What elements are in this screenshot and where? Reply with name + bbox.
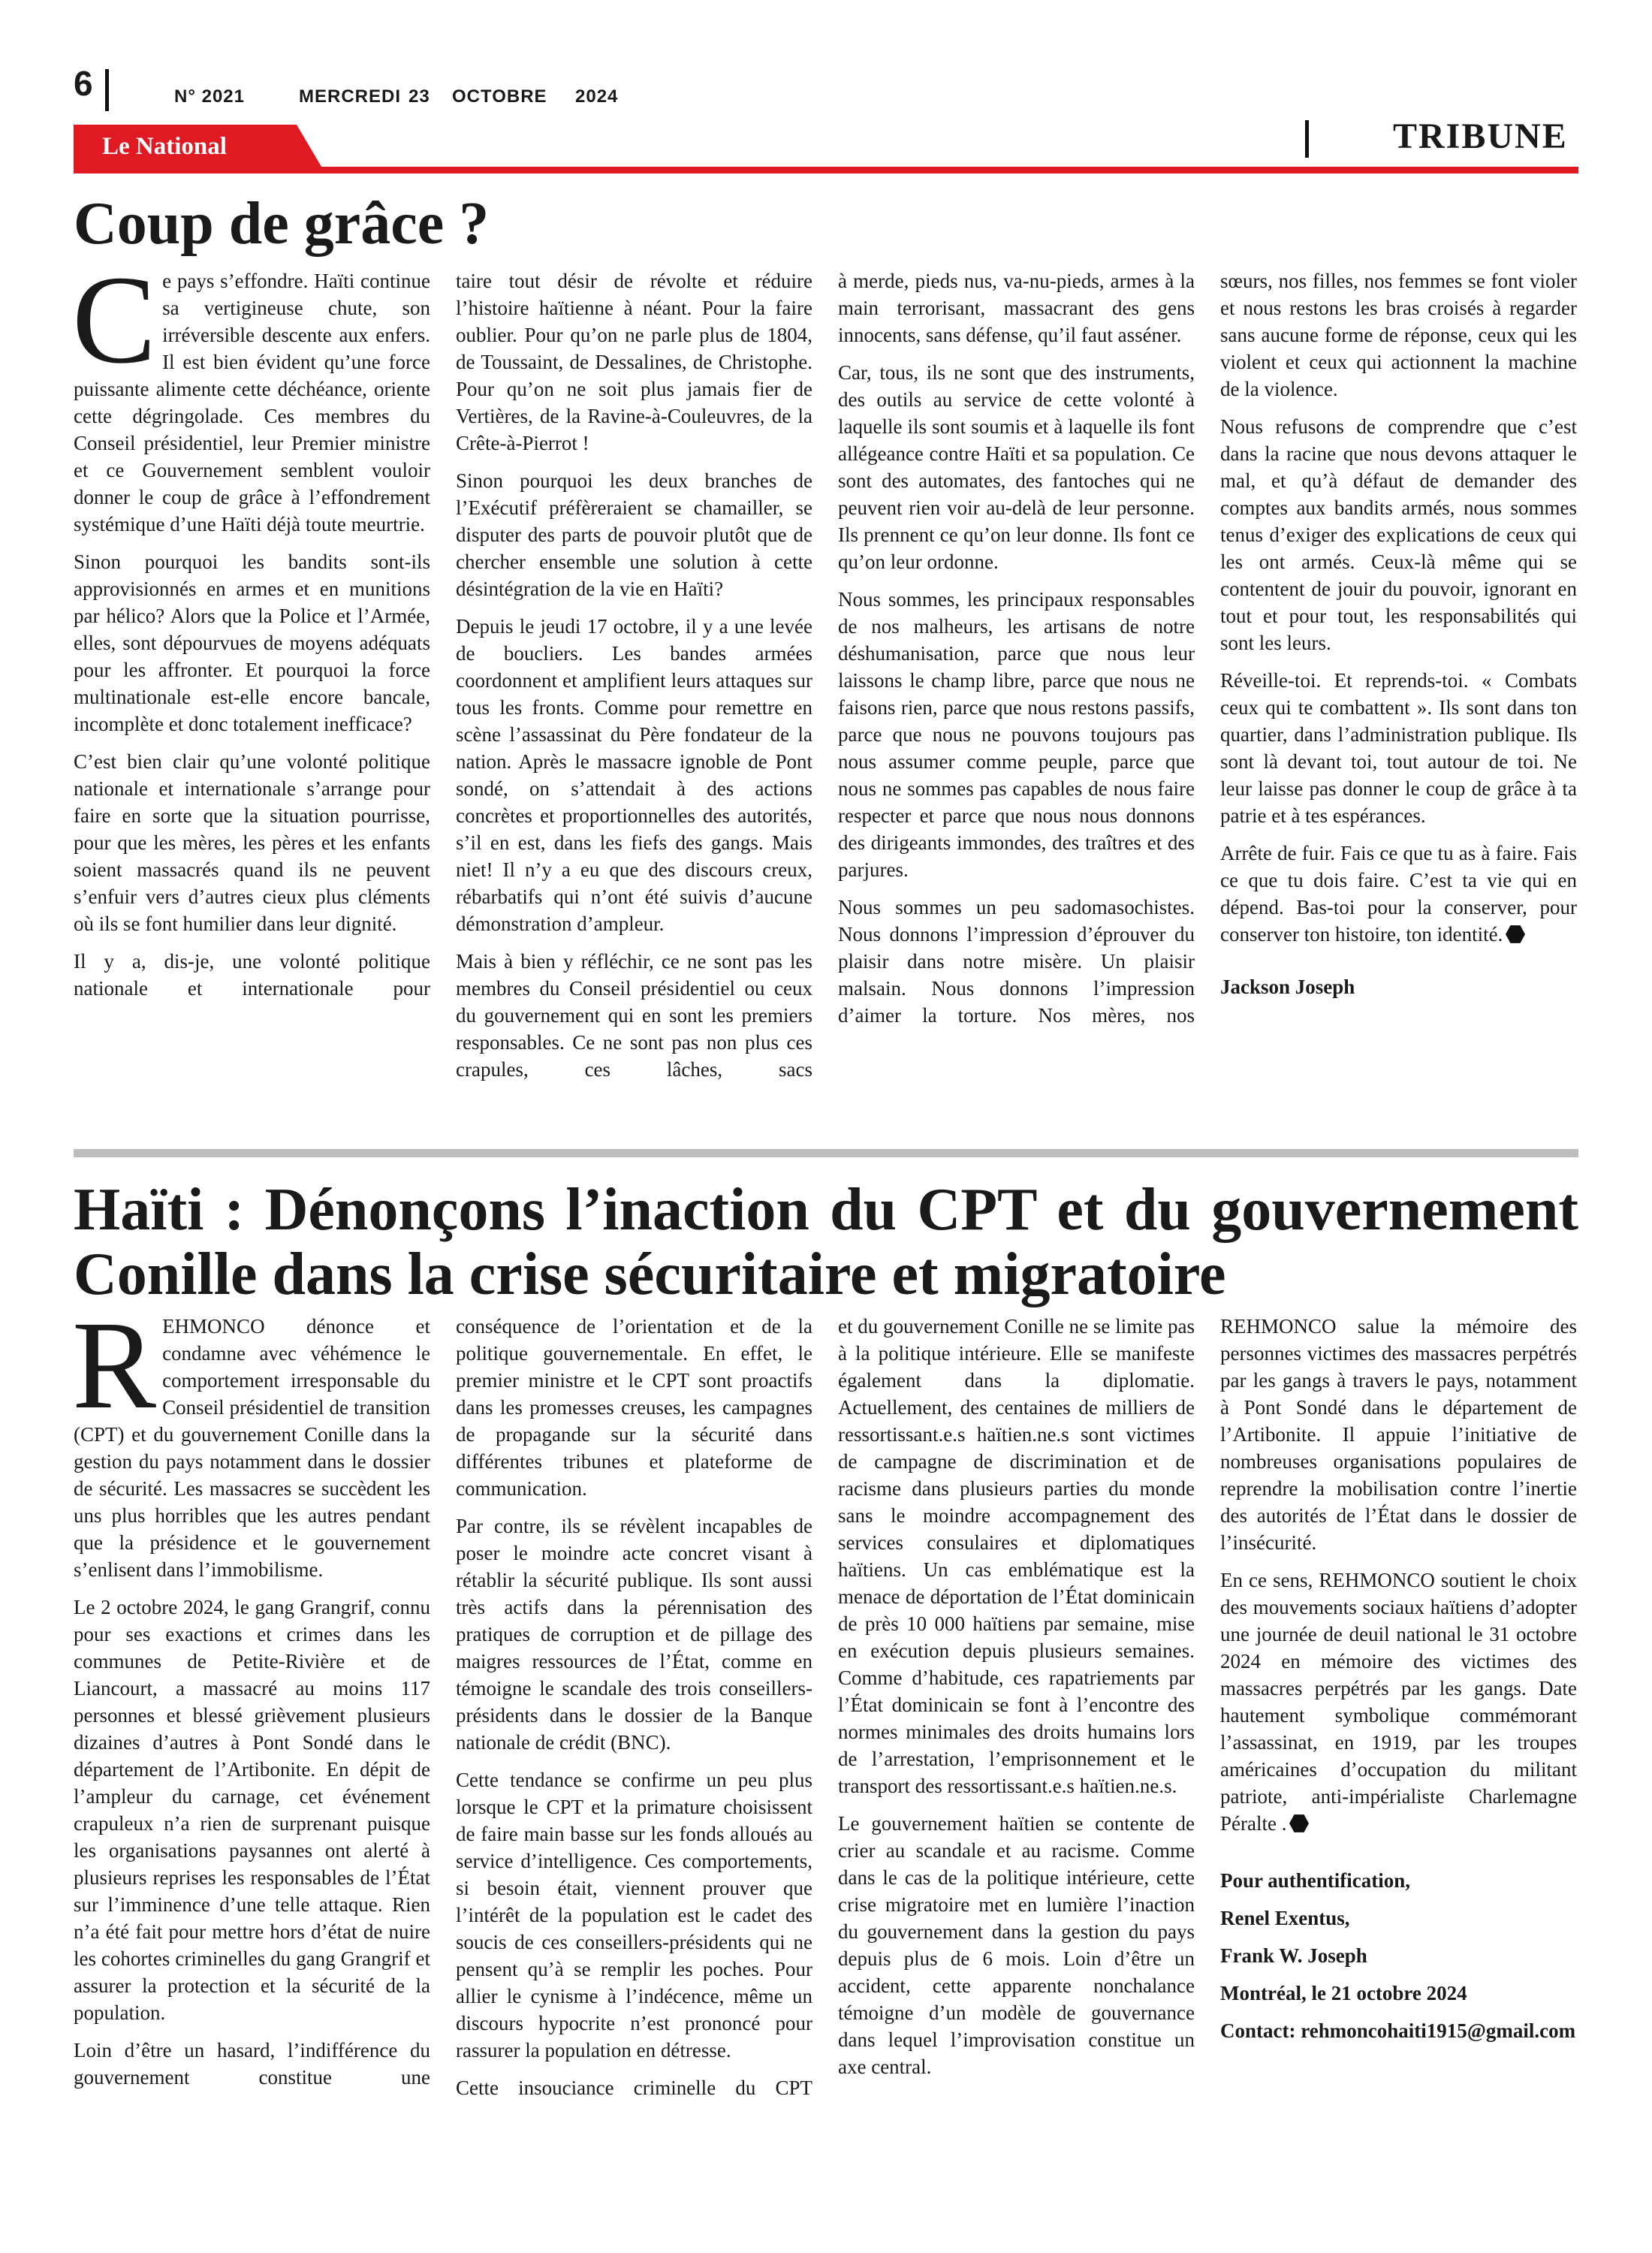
article1-paragraph: Nous sommes un peu sadomasochistes. Nous donnons l’impression d’éprouver du plaisir dans notre misère. Un plaisir malsain. Nous donnons l’impression d’aimer la torture. Nos mères, nos — [838, 896, 1195, 1027]
article1-paragraph: Sinon pourquoi les bandits sont-ils approvisionnés en armes et en munitions par hélico? Alors que la Police et l’Armée, elles, sont dépourvues de moyens adéquats pour les affronter. Et pourquoi la force multinationale est-elle encore bancale, incomplète et donc totalement inefficace? — [74, 550, 430, 735]
article2-column-4 — [1220, 1313, 1577, 2055]
article1-paragraph: C’est bien clair qu’une volonté politique nationale et internationale s’arrange pour faire en sorte que la situation pourrisse, pour que les mères, les pères et les enfants soient massacrés quand ils ne peuvent s’enfuir vers d’autres cieux plus cléments où ils se font humilier dans leur dignité. — [74, 750, 430, 935]
article1-column-1 — [72, 250, 430, 1012]
page-number-divider — [105, 69, 109, 111]
article2-paragraph: REHMONCO salue la mémoire des personnes victimes des massacres perpétrés par les gangs à travers le pays, notamment à Pont Sondé dans le département de l’Artibonite. Il appuie l’initiative de nombreuses organisations populaires de reprendre la mobilisation contre l’inertie des autorités de l’État dans le dossier de l’insécurité. — [1220, 1315, 1577, 1554]
issue-number: N° 2021 — [174, 86, 245, 107]
article2-column-2 — [456, 1313, 812, 2112]
article2-paragraph: Loin d’être un hasard, l’indifférence du gouvernement constitue une — [74, 2039, 430, 2089]
auth-line: Pour authentification, — [1220, 1869, 1411, 1892]
article1-paragraph: taire tout désir de révolte et réduire l’histoire haïtienne à néant. Pour la faire oublier. Pour qu’on ne parle plus de 1804, de Toussaint, de Dessalines, de Christophe. Pour qu’on ne soit plus jamais fier de Vertières, de la Ravine-à-Couleuvres, de la Crête-à-Pierrot ! — [456, 270, 812, 454]
article1-paragraph: Nous refusons de comprendre que c’est dans la racine que nous devons attaquer le mal, et qu’à défaut de demander des comptes aux bandits armés, nous sommes tenus d’exiger des explications de ceux qui les ont armés. Ceux-là même qui se contentent de jouir du pouvoir, ignorant en tout et pour tout, les responsabilités qui sont les leurs. — [1220, 415, 1577, 654]
section-label: TRIBUNE — [1393, 116, 1568, 156]
date-weekday: MERCREDI — [299, 86, 402, 107]
article2-paragraph: Le 2 octobre 2024, le gang Grangrif, connu pour ses exactions et crimes dans les communes de Petite-Rivière et de Liancourt, a massacré au moins 117 personnes et blessé grièvement plusieurs dizaines d’autres à Pont Sondé dans le département de l’Artibonite. En dépit de l’ampleur du carnage, cet événement crapuleux n’a rien de surprenant puisque les organisations paysannes ont alerté à plusieurs reprises les responsables de l’État sur l’imminence d’une telle attaque. Rien n’a été fait pour mettre hors d’état de nuire les cohortes criminelles du gang Grangrif et assurer la protection et la sécurité de la population. — [74, 1596, 430, 2024]
article2-title: Haïti : Dénonçons l’inaction du CPT et du gouvernement Conille dans la crise sécuritaire et migratoire — [74, 1177, 1578, 1307]
article1-drop-cap: C — [72, 250, 157, 390]
publication-name: Le National — [102, 133, 227, 160]
article2-paragraph: Cette insouciance criminelle du CPT — [456, 2077, 812, 2099]
article2-paragraph: conséquence de l’orientation et de la politique gouvernementale. En effet, le premier ministre et le CPT sont proactifs dans les promesses creuses, les campagnes de propagande sur la sécurité dans différentes tribunes et plateforme de communication. — [456, 1315, 812, 1500]
article1-paragraph: Mais à bien y réfléchir, ce ne sont pas les membres du Conseil présidentiel ou ceux du gouvernement qui en sont les premiers responsables. Ce ne sont pas non plus ces crapules, ces lâches, sacs — [456, 950, 812, 1081]
page-number: 6 — [74, 64, 93, 103]
article1-paragraph: Réveille-toi. Et reprends-toi. « Combats ceux qui te combattent ». Ils sont dans ton quartier, dans l’administration publique. Ils sont là devant toi, tout autour de toi. Ne leur laisse pas donner le coup de grâce à ta patrie et à tes espérances. — [1220, 669, 1577, 827]
article2-paragraph: Cette tendance se confirme un peu plus lorsque le CPT et la primature choisissent de faire main basse sur les fonds alloués au service d’intelligence. Ces comportements, si besoin était, viennent prouver que l’intérêt de la population est le cadet des soucis de ces conseillers-présidents qui ne pensent qu’à se remplir les poches. Pour allier le cynisme à l’indécence, même un discours hypocrite n’est prononcé pour rassurer la population en détresse. — [456, 1769, 812, 2061]
article1-paragraph: Il y a, dis-je, une volonté politique nationale et internationale pour — [74, 950, 430, 1000]
auth-line: Frank W. Joseph — [1220, 1944, 1367, 1967]
date-month: OCTOBRE — [452, 86, 547, 107]
article1-column-3 — [838, 267, 1195, 1039]
article1-paragraph: Ce pays s’effondre. Haïti continue sa vertigineuse chute, son irréversible descente aux enfers. Il est bien évident qu’une force puissante alimente cette déchéance, oriente cette dégringolade. Ces membres du Conseil présidentiel, leur Premier ministre et ce Gouvernement semblent vouloir donner le coup de grâce à l’effondrement systémique d’une Haïti déjà toute meurtrie. — [72, 250, 430, 535]
authentication-block — [1220, 1867, 1577, 2044]
article2-paragraph: En ce sens, REHMONCO soutient le choix des mouvements sociaux haïtiens d’adopter une journée de deuil national le 31 octobre 2024 en mémoire des victimes des massacres perpétrés par les gangs. Date hautement symbolique commémorant l’assassinat, en 1919, par les troupes américaines d’occupation du militant patriote, anti-impérialiste Charlemagne Péralte . — [1220, 1569, 1577, 1835]
article2-paragraph: REHMONCO dénonce et condamne avec véhémence le comportement irresponsable du Conseil présidentiel de transition (CPT) et du gouvernement Conille dans la gestion du pays notamment dans le dossier de sécurité. Les massacres se succèdent les uns plus horribles que les autres pendant que la présidence et le gouvernement s’enlisent dans l’immobilisme. — [72, 1295, 430, 1581]
article2-paragraph: Le gouvernement haïtien se contente de crier au scandale et au racisme. Comme dans le cas de la politique intérieure, cette crise migratoire met en lumière l’inaction du gouvernement dans la gestion du pays depuis plus de 6 mois. Loin d’être un accident, cette apparente nonchalance témoigne d’un modèle de gouvernance dans lequel l’improvisation constitue un axe central. — [838, 1812, 1195, 2078]
article1-paragraph: à merde, pieds nus, va-nu-pieds, armes à la main terrorisant, massacrant des gens innocents, sans défense, qu’il faut asséner. — [838, 270, 1195, 346]
article1-paragraph: sœurs, nos filles, nos femmes se font violer et nous restons les bras croisés à regarder sans aucune forme de réponse, ceux qui les violent et ceux qui actionnent la machine de la violence. — [1220, 270, 1577, 400]
article1-paragraph: Car, tous, ils ne sont que des instruments, des outils au service de cette volonté à laquelle ils sont soumis et à laquelle ils font allégeance contre Haïti et sa population. Ce sont des automates, des fantoches qui ne peuvent rien voir au-delà de leur personne. Ils prennent ce qu’on leur donne. Ils font ce qu’on leur ordonne. — [838, 361, 1195, 573]
article1-column-4 — [1220, 267, 1577, 1011]
article2-column-3 — [838, 1313, 1195, 2091]
section-divider — [1305, 120, 1309, 158]
auth-contact: Contact: rehmoncohaiti1915@gmail.com — [1220, 2019, 1576, 2042]
auth-line: Renel Exentus, — [1220, 1907, 1350, 1929]
header-rule — [74, 167, 1578, 173]
date-year: 2024 — [575, 86, 619, 107]
article1-paragraph: Arrête de fuir. Fais ce que tu as à faire. Fais ce que tu dois faire. C’est ta vie qui en dépend. Bas-toi pour la conserver, pour conserver ton histoire, ton identité. — [1220, 842, 1577, 946]
end-of-article-icon — [1506, 924, 1525, 944]
publication-tag — [74, 125, 321, 167]
article1-paragraph: Nous sommes, les principaux responsables de nos malheurs, les artisans de notre déshumanisation, parce que nous leur laissons le champ libre, parce que nous ne faisons rien, parce que nous restons passifs, parce que nous ne pouvons toujours pas nous assumer comme peuple, parce que nous ne sommes pas capables de nous faire respecter et parce que nous nous donnons des dirigeants immondes, des traîtres et des parjures. — [838, 588, 1195, 881]
article2-drop-cap: R — [72, 1295, 157, 1435]
article1-author: Jackson Joseph — [1220, 976, 1355, 998]
date-day: 23 — [408, 86, 430, 107]
article1-column-2 — [456, 267, 812, 1093]
article2-column-1 — [72, 1295, 430, 2101]
article2-paragraph: Par contre, ils se révèlent incapables de poser le moindre acte concret visant à rétablir la sécurité publique. Ils sont aussi très actifs dans la pérennisation des pratiques de corruption et de pillage des maigres ressources de l’État, comme en témoigne le scandale des trois conseillers-présidents dans le dossier de la Banque nationale de crédit (BNC). — [456, 1515, 812, 1754]
auth-line: Montréal, le 21 octobre 2024 — [1220, 1982, 1467, 2004]
end-of-article-icon — [1289, 1814, 1309, 1833]
article1-paragraph: Depuis le jeudi 17 octobre, il y a une levée de boucliers. Les bandes armées coordonnent et amplifient leurs attaques sur tous les fronts. Comme pour remettre en scène l’assassinat du Père fondateur de la nation. Après le massacre ignoble de Pont sondé, on s’attendait à des actions concrètes et proportionnelles des autorités, s’il en est, dans les fiefs des gangs. Mais niet! Il n’y a eu que des discours creux, rébarbatifs qui n’ont été suivis d’aucune démonstration d’ampleur. — [456, 615, 812, 935]
article1-title: Coup de grâce ? — [74, 191, 490, 257]
article-divider — [74, 1149, 1578, 1157]
article1-paragraph: Sinon pourquoi les deux branches de l’Exécutif préfèreraient se chamailler, se disputer des parts de pouvoir plutôt que de chercher ensemble une solution à cette désintégration de la vie en Haïti? — [456, 469, 812, 600]
article2-paragraph: et du gouvernement Conille ne se limite pas à la politique intérieure. Elle se manifeste également dans la diplomatie. Actuellement, des centaines de milliers de ressortissant.e.s haïtien.ne.s sont victimes de campagne de discrimination et de racisme dans plusieurs parties du monde sans le moindre accompagnement des services consulaires et diplomatiques haïtiens. Un cas emblématique est la menace de déportation de l’État dominicain de près 10 000 haïtiens par semaine, mise en exécution depuis plusieurs semaines. Comme d’habitude, ces rapatriements par l’État dominicain se font à l’encontre des normes minimales des droits humains lors de l’arrestation, l’emprisonnement et le transport des ressortissant.e.s haïtien.ne.s. — [838, 1315, 1195, 1797]
